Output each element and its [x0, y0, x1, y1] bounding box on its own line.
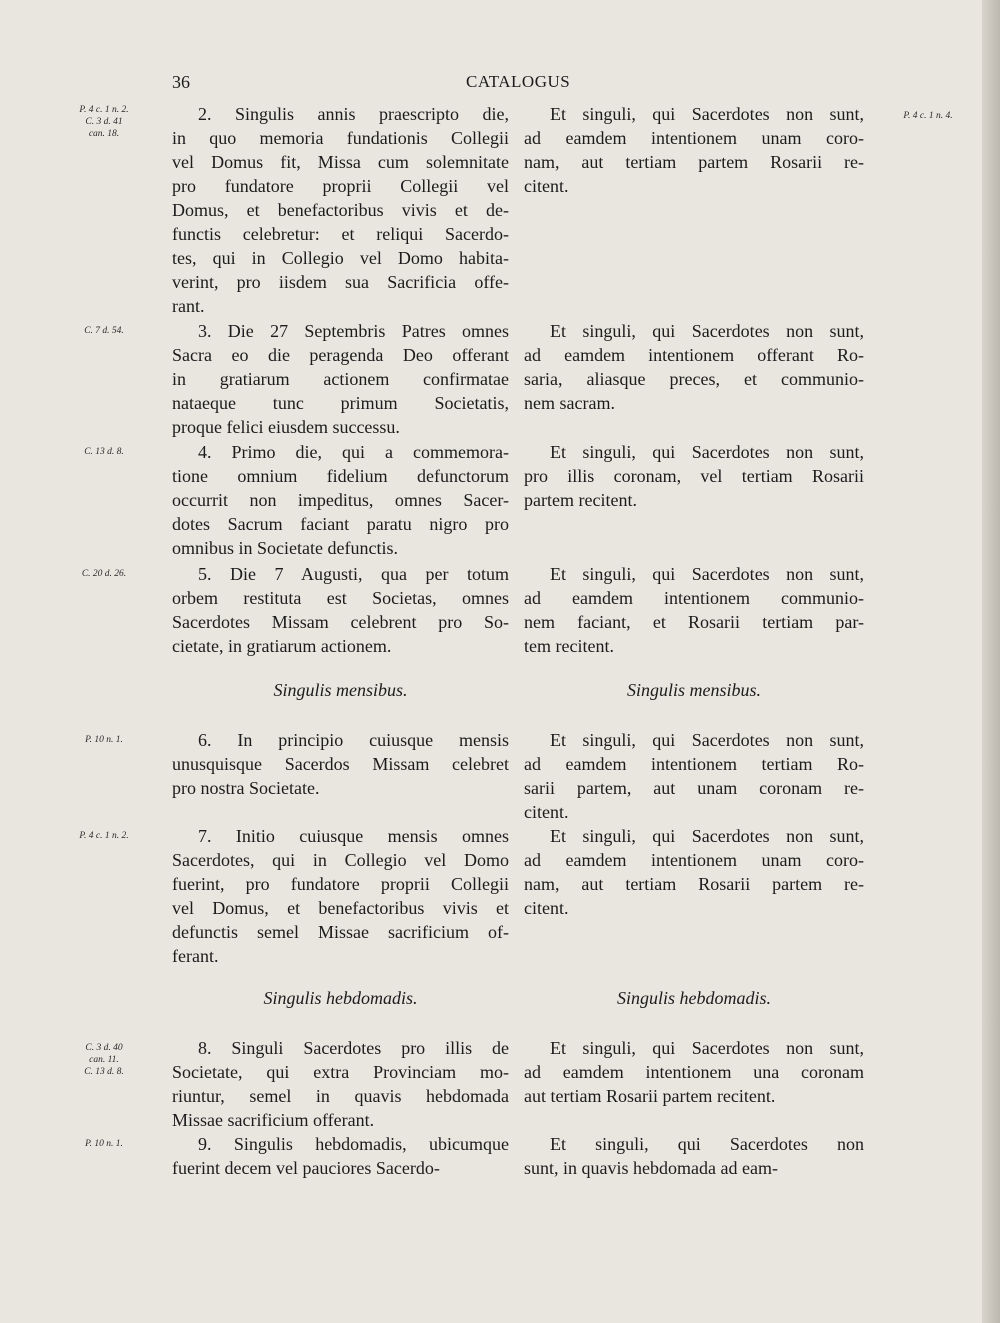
text-line: nataeque tunc primum Societatis, — [172, 393, 509, 413]
text-line: sunt, in quavis hebdomada ad eam- — [524, 1158, 778, 1178]
text-line: Sacerdotes, qui in Collegio vel Domo — [172, 850, 509, 870]
margin-note: P. 10 n. 1. — [85, 1139, 123, 1149]
vernacular-paragraph — [524, 562, 864, 658]
text-line: nam, aut tertiam partem Rosarii re- — [524, 152, 864, 172]
text-line: pro illis coronam, vel tertiam Rosarii — [524, 466, 864, 486]
text-line: Societate, qui extra Provinciam mo- — [172, 1062, 509, 1082]
margin-note: C. 3 d. 40 can. 11. C. 13 d. 8. — [84, 1043, 124, 1077]
text-line: pro fundatore proprii Collegii vel — [172, 176, 509, 196]
section-heading: Singulis mensibus. — [626, 680, 761, 700]
text-line: defunctis semel Missae sacrificium of- — [172, 922, 509, 942]
section-heading: Singulis hebdomadis. — [263, 988, 418, 1008]
text-line: Missae sacrificium offerant. — [172, 1110, 375, 1130]
margin-note: C. 13 d. 8. — [84, 447, 124, 457]
text-line: rant. — [172, 296, 205, 316]
text-line: verint, pro iisdem sua Sacrificia offe- — [172, 272, 509, 292]
latin-paragraph — [172, 102, 509, 318]
text-line: functis celebretur: et reliqui Sacerdo- — [172, 224, 509, 244]
page-header — [0, 72, 1000, 96]
text-line: ferant. — [172, 946, 219, 966]
vernacular-paragraph — [524, 1132, 864, 1180]
text-line: Et singuli, qui Sacerdotes non sunt, — [550, 564, 864, 584]
vernacular-paragraph — [524, 1036, 864, 1108]
vernacular-paragraph — [524, 824, 864, 920]
text-line: riuntur, semel in quavis hebdomada — [172, 1086, 509, 1106]
text-line: vel Domus, et benefactoribus vivis et — [172, 898, 509, 918]
vernacular-paragraph — [524, 728, 864, 824]
latin-paragraph — [172, 1036, 509, 1132]
text-line: tem recitent. — [524, 636, 614, 656]
text-line: citent. — [524, 802, 569, 822]
text-line: in quo memoria fundationis Collegii — [172, 128, 509, 148]
text-line: Et singuli, qui Sacerdotes non sunt, — [550, 1038, 864, 1058]
text-line: ad eamdem intentionem unam coro- — [524, 128, 864, 148]
text-line: Et singuli, qui Sacerdotes non sunt, — [550, 321, 864, 341]
running-title: CATALOGUS — [466, 72, 571, 91]
margin-note: C. 20 d. 26. — [81, 569, 127, 579]
text-line: Domus, et benefactoribus vivis et de- — [172, 200, 509, 220]
margin-note: P. 4 c. 1 n. 4. — [903, 111, 953, 121]
text-line: 9. Singulis hebdomadis, ubicumque — [198, 1134, 509, 1154]
text-line: pro nostra Societate. — [172, 778, 320, 798]
text-line: dotes Sacrum faciant paratu nigro pro — [172, 514, 509, 534]
text-line: Sacra eo die peragenda Deo offerant — [172, 345, 509, 365]
vernacular-paragraph — [524, 102, 864, 198]
text-line: in gratiarum actionem confirmatae — [172, 369, 509, 389]
latin-paragraph — [172, 319, 509, 439]
section-heading: Singulis mensibus. — [273, 680, 408, 700]
page-edge — [982, 0, 1000, 1323]
text-line: Et singuli, qui Sacerdotes non sunt, — [550, 826, 864, 846]
text-line: fuerint decem vel pauciores Sacerdo- — [172, 1158, 440, 1178]
text-line: ad eamdem intentionem communio- — [524, 588, 864, 608]
text-line: 3. Die 27 Septembris Patres omnes — [198, 321, 509, 341]
latin-paragraph — [172, 562, 509, 658]
text-line: orbem restituta est Societas, omnes — [172, 588, 509, 608]
text-line: ad eamdem intentionem una coronam — [524, 1062, 864, 1082]
text-line: 4. Primo die, qui a commemora- — [198, 442, 509, 462]
section-heading: Singulis hebdomadis. — [616, 988, 771, 1008]
text-line: fuerint, pro fundatore proprii Collegii — [172, 874, 509, 894]
latin-paragraph — [172, 824, 509, 968]
text-line: Et singuli, qui Sacerdotes non — [550, 1134, 864, 1154]
text-line: saria, aliasque preces, et communio- — [524, 369, 864, 389]
text-line: nam, aut tertiam Rosarii partem re- — [524, 874, 864, 894]
margin-note: C. 7 d. 54. — [84, 326, 124, 336]
text-line: tes, qui in Collegio vel Domo habita- — [172, 248, 509, 268]
margin-note: P. 4 c. 1 n. 2. — [79, 831, 129, 841]
text-line: ad eamdem intentionem offerant Ro- — [524, 345, 864, 365]
margin-note: P. 4 c. 1 n. 2. C. 3 d. 41 can. 18. — [79, 105, 129, 139]
vernacular-paragraph — [524, 440, 864, 512]
text-line: unusquisque Sacerdos Missam celebret — [172, 754, 509, 774]
text-line: 6. In principio cuiusque mensis — [198, 730, 509, 750]
text-line: 7. Initio cuiusque mensis omnes — [198, 826, 509, 846]
text-line: cietate, in gratiarum actionem. — [172, 636, 392, 656]
text-line: Et singuli, qui Sacerdotes non sunt, — [550, 730, 864, 750]
text-line: citent. — [524, 898, 569, 918]
margin-note: P. 10 n. 1. — [85, 735, 123, 745]
text-line: 2. Singulis annis praescripto die, — [198, 104, 509, 124]
text-line: occurrit non impeditus, omnes Sacer- — [172, 490, 509, 510]
text-line: Sacerdotes Missam celebrent pro So- — [172, 612, 509, 632]
text-line: vel Domus fit, Missa cum solemnitate — [172, 152, 509, 172]
page-number: 36 — [172, 72, 190, 92]
text-line: omnibus in Societate defunctis. — [172, 538, 398, 558]
text-line: Et singuli, qui Sacerdotes non sunt, — [550, 104, 864, 124]
text-line: 5. Die 7 Augusti, qua per totum — [198, 564, 509, 584]
text-line: citent. — [524, 176, 569, 196]
text-line: sarii partem, aut unam coronam re- — [524, 778, 864, 798]
text-line: 8. Singuli Sacerdotes pro illis de — [198, 1038, 509, 1058]
vernacular-paragraph — [524, 319, 864, 415]
latin-paragraph — [172, 1132, 509, 1180]
text-line: proque felici eiusdem successu. — [172, 417, 400, 437]
text-line: ad eamdem intentionem unam coro- — [524, 850, 864, 870]
text-line: aut tertiam Rosarii partem recitent. — [524, 1086, 776, 1106]
text-line: Et singuli, qui Sacerdotes non sunt, — [550, 442, 864, 462]
text-line: tione omnium fidelium defunctorum — [172, 466, 509, 486]
latin-paragraph — [172, 728, 509, 800]
text-line: nem sacram. — [524, 393, 615, 413]
text-line: nem faciant, et Rosarii tertiam par- — [524, 612, 864, 632]
text-line: ad eamdem intentionem tertiam Ro- — [524, 754, 864, 774]
text-line: partem recitent. — [524, 490, 637, 510]
latin-paragraph — [172, 440, 509, 560]
